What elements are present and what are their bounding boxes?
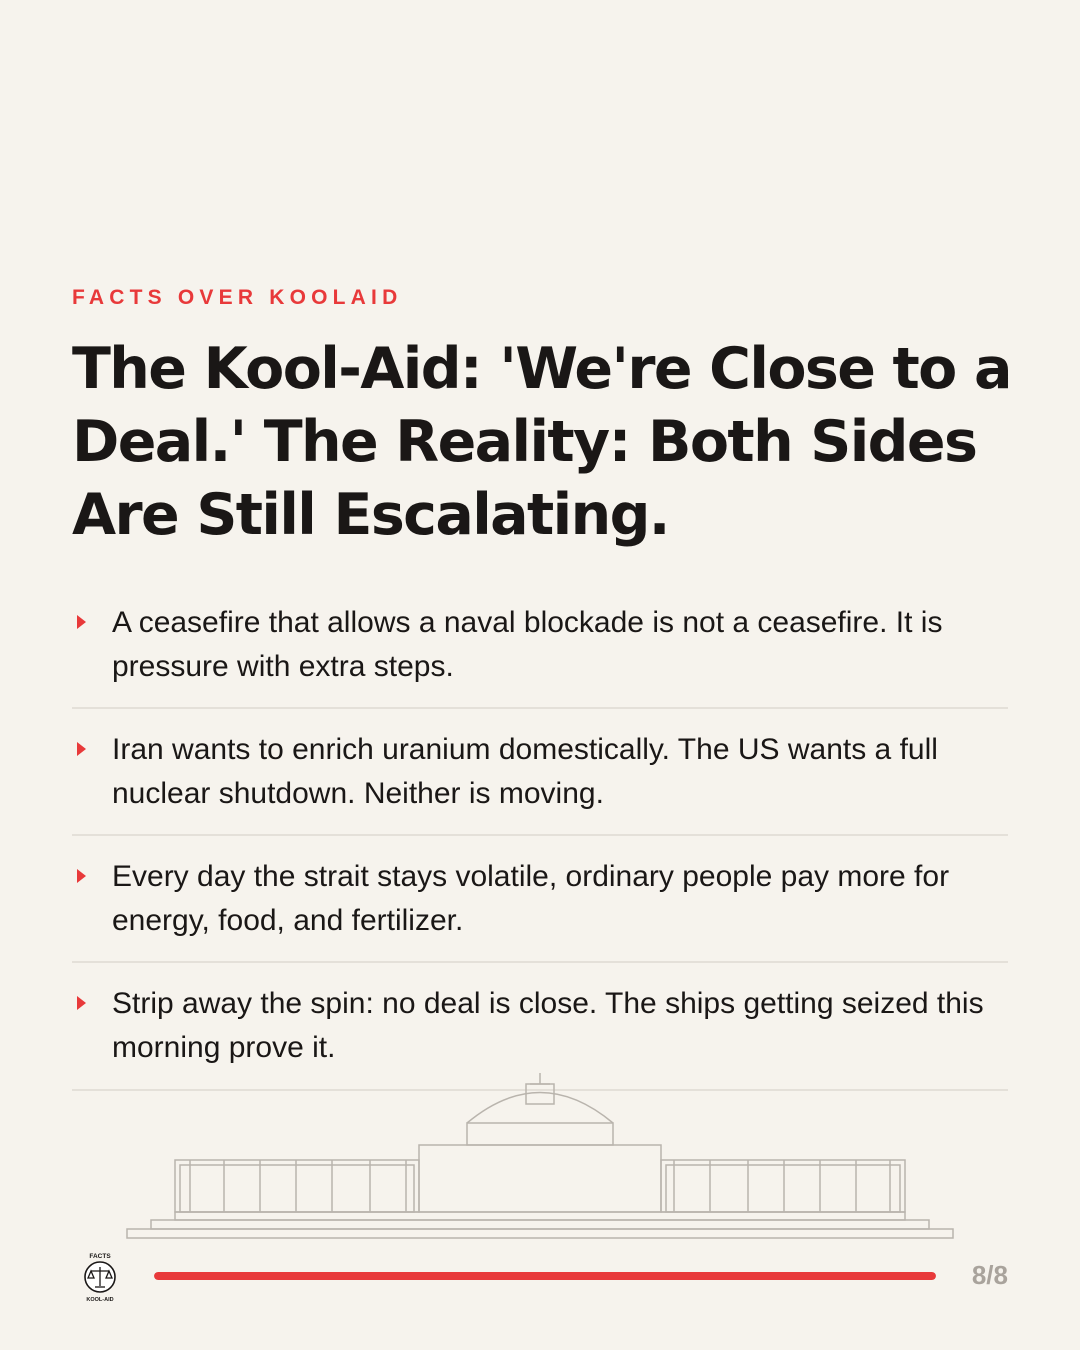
bullet-triangle-icon: [77, 869, 86, 883]
capitol-building-icon: [120, 1070, 960, 1245]
point-text: Strip away the spin: no deal is close. The ships getting seized this morning prove it.: [112, 987, 984, 1064]
bullet-triangle-icon: [77, 615, 86, 629]
list-item: [72, 709, 1008, 836]
list-item: [72, 582, 1008, 709]
logo-top-text: FACTS: [89, 1253, 111, 1260]
slide-progress-bar: [154, 1272, 936, 1280]
point-text: Iran wants to enrich uranium domestically. The US wants a full nuclear shutdown. Neither is moving.: [112, 733, 938, 810]
key-points-list: [72, 582, 1008, 1091]
slide-progress-fill: [154, 1272, 936, 1280]
facts-kool-aid-logo: [78, 1250, 122, 1304]
page-indicator: 8/8: [971, 1260, 1008, 1290]
bullet-triangle-icon: [77, 742, 86, 756]
bullet-triangle-icon: [77, 996, 86, 1010]
point-text: Every day the strait stays volatile, ordinary people pay more for energy, food, and fertilizer.: [112, 860, 950, 937]
brand-kicker: FACTS OVER KOOLAID: [72, 286, 403, 309]
point-text: A ceasefire that allows a naval blockade is not a ceasefire. It is pressure with extra steps.: [112, 606, 943, 683]
logo-bottom-text: KOOL-AID: [86, 1297, 114, 1303]
page-headline: The Kool-Aid: 'We're Close to a Deal.' The Reality: Both Sides Are Still Escalating.: [72, 336, 1011, 548]
list-item: [72, 836, 1008, 963]
